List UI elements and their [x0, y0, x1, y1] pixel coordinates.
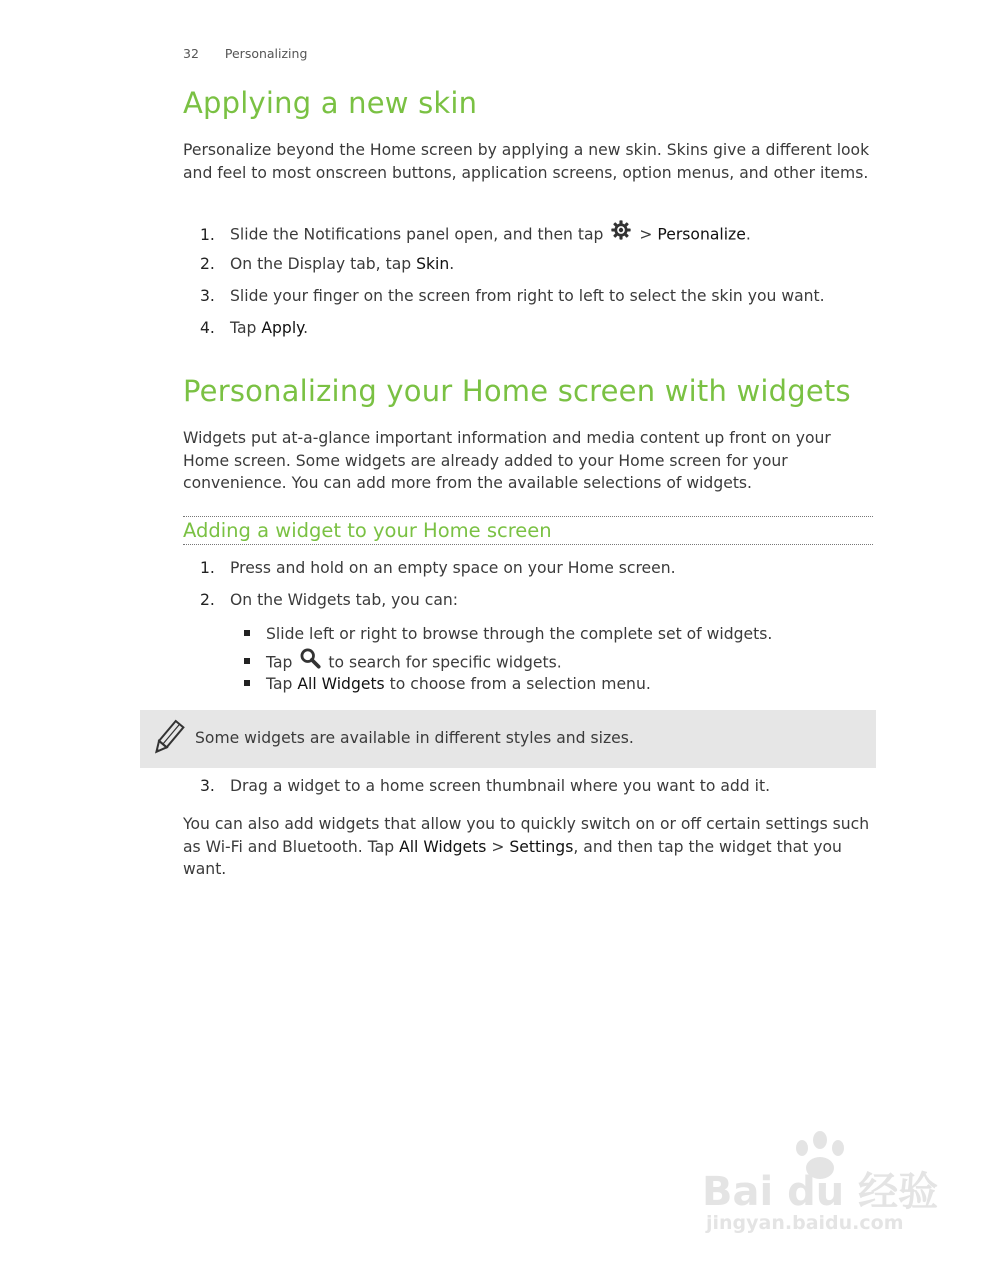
skin-step-3: 3. Slide your finger on the screen from right to left to select the skin you want. [200, 287, 825, 305]
watermark-url: jingyan.baidu.com [706, 1212, 904, 1234]
section-title-skin: Applying a new skin [183, 86, 478, 120]
bullet-marker [244, 630, 250, 636]
subsection-title-add-widget: Adding a widget to your Home screen [183, 519, 552, 542]
baidu-watermark [700, 1130, 940, 1250]
skin-intro: Personalize beyond the Home screen by applying a new skin. Skins give a different look and feel to most onscreen buttons, application screens, option menus, and other items. [183, 141, 870, 182]
section-name: Personalizing [224, 46, 308, 61]
widgets-intro: Widgets put at-a-glance important information and media content up front on your Home screen. Some widgets are already added to your Home screen for your convenience. You can add more from the available selections of widgets. [183, 429, 831, 493]
bullet-marker [244, 658, 250, 664]
note-text: Some widgets are available in different styles and sizes. [195, 729, 634, 747]
closing-paragraph: You can also add widgets that allow you to quickly switch on or off certain settings such as Wi-Fi and Bluetooth. Tap All Widgets > Settings, and then tap the widget that you want. [183, 815, 870, 879]
widget-step-3: 3. Drag a widget to a home screen thumbnail where you want to add it. [200, 777, 771, 795]
skin-step-1: 1. Slide the Notifications panel open, and then tap > Personalize. [200, 222, 751, 248]
watermark-brand: Bai du 经验 [702, 1169, 939, 1215]
page-number: 32 [183, 46, 199, 61]
subheading-rule-top [183, 516, 873, 517]
note-box [140, 710, 876, 768]
page-header [183, 46, 307, 61]
search-icon [299, 647, 321, 673]
subheading-rule-bottom [183, 544, 873, 545]
widget-bullet-2: Tap to search for specific widgets. [244, 650, 562, 676]
skin-step-4: 4. Tap Apply. [200, 319, 309, 337]
widget-bullet-3: Tap All Widgets to choose from a selection menu. [244, 675, 651, 693]
section-title-widgets: Personalizing your Home screen with widgets [183, 374, 851, 408]
gear-icon [610, 219, 632, 245]
widget-bullet-1: Slide left or right to browse through the complete set of widgets. [244, 625, 772, 643]
bullet-marker [244, 680, 250, 686]
widget-step-2: 2. On the Widgets tab, you can: [200, 591, 459, 609]
pencil-icon [148, 718, 188, 762]
widget-step-1: 1. Press and hold on an empty space on your Home screen. [200, 559, 676, 577]
skin-step-2: 2. On the Display tab, tap Skin. [200, 255, 455, 273]
